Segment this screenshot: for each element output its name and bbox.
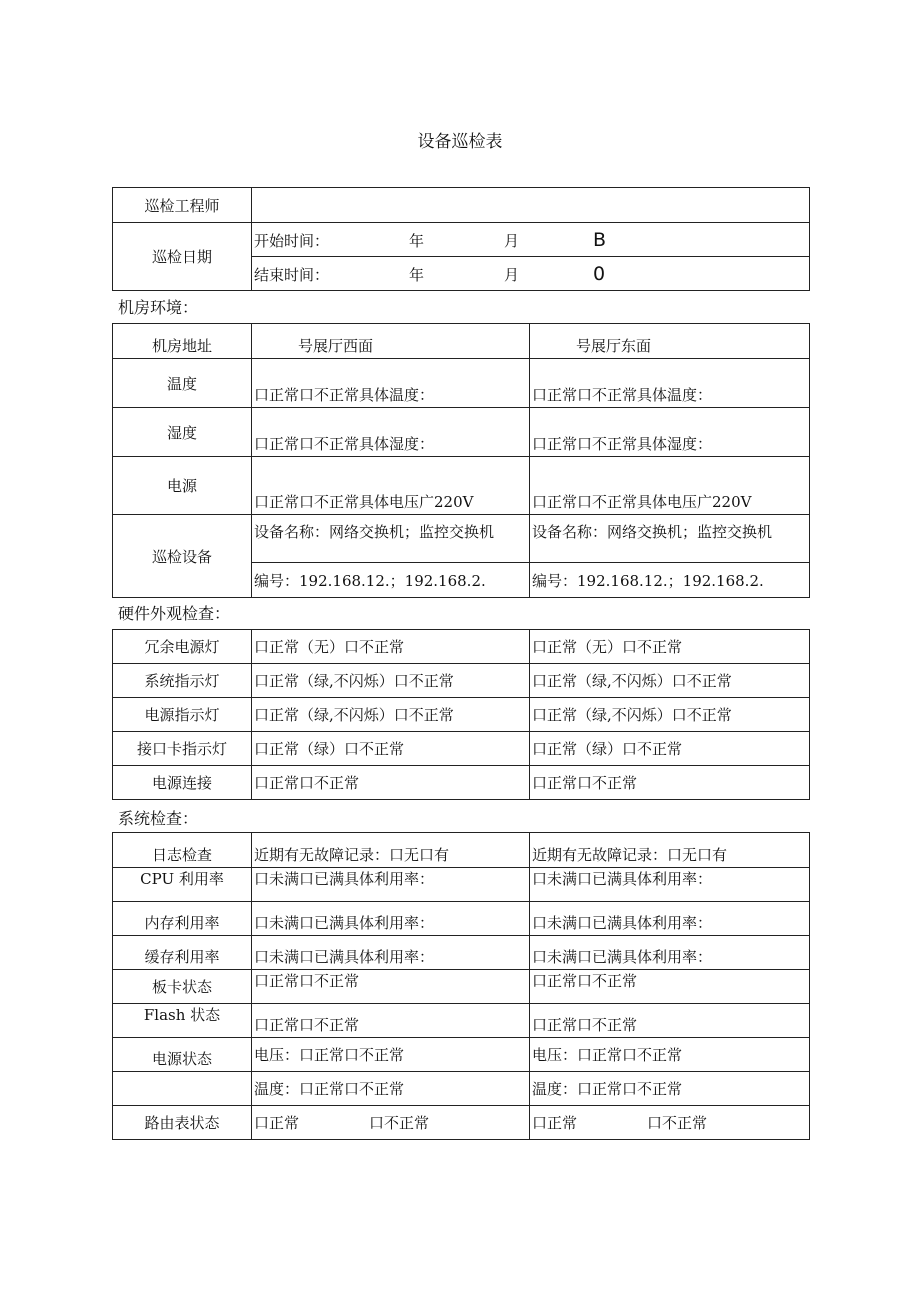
flash-right[interactable]: 口正常口不正常 bbox=[530, 1004, 810, 1038]
address-west: 号展厅西面 bbox=[252, 324, 530, 359]
end-time-row[interactable] bbox=[252, 257, 810, 291]
route-normal[interactable]: 口正常 bbox=[532, 1114, 578, 1132]
hw-left[interactable]: 口正常（无）口不正常 bbox=[252, 630, 530, 664]
system-heading: 系统检查： bbox=[118, 809, 199, 828]
card-right[interactable]: 口正常口不正常 bbox=[530, 970, 810, 1004]
start-mark: B bbox=[593, 228, 607, 251]
start-month: 月 bbox=[504, 231, 520, 250]
cpu-right[interactable]: 口未满口已满具体利用率： bbox=[530, 868, 810, 902]
hw-left[interactable]: 口正常（绿,不闪烁）口不正常 bbox=[252, 664, 530, 698]
start-year: 年 bbox=[409, 231, 425, 250]
hw-right[interactable]: 口正常（绿,不闪烁）口不正常 bbox=[530, 664, 810, 698]
hardware-heading: 硬件外观检查： bbox=[118, 604, 231, 623]
log-label: 日志检查 bbox=[113, 833, 252, 868]
route-abnormal[interactable]: 口不正常 bbox=[369, 1114, 430, 1132]
table-row bbox=[113, 766, 810, 800]
cache-label: 缓存利用率 bbox=[113, 936, 252, 970]
start-time-row[interactable] bbox=[252, 223, 810, 257]
device-name-west: 设备名称：网络交换机；监控交换机 bbox=[252, 515, 530, 563]
end-year: 年 bbox=[409, 265, 425, 284]
card-label: 板卡状态 bbox=[113, 970, 252, 1004]
end-time-label: 结束时间： bbox=[254, 265, 330, 284]
engineer-label: 巡检工程师 bbox=[113, 188, 252, 223]
start-time-label: 开始时间： bbox=[254, 231, 330, 250]
flash-label: Flash 状态 bbox=[113, 1004, 252, 1038]
end-month: 月 bbox=[504, 265, 520, 284]
humidity-west[interactable]: 口正常口不正常具体湿度： bbox=[252, 408, 530, 457]
psu-temp-right[interactable]: 温度：口正常口不正常 bbox=[530, 1072, 810, 1106]
device-ip-east: 编号：192.168.12.；192.168.2. bbox=[530, 563, 810, 598]
header-table bbox=[112, 187, 810, 291]
cpu-label: CPU 利用率 bbox=[113, 868, 252, 902]
engineer-field[interactable] bbox=[252, 188, 810, 223]
memory-left[interactable]: 口未满口已满具体利用率： bbox=[252, 902, 530, 936]
route-normal[interactable]: 口正常 bbox=[254, 1114, 300, 1132]
flash-left[interactable]: 口正常口不正常 bbox=[252, 1004, 530, 1038]
voltage-right[interactable]: 电压：口正常口不正常 bbox=[530, 1038, 810, 1072]
env-table bbox=[112, 323, 810, 598]
hw-left[interactable]: 口正常（绿,不闪烁）口不正常 bbox=[252, 698, 530, 732]
humidity-label: 湿度 bbox=[113, 408, 252, 457]
log-right[interactable]: 近期有无故障记录：口无口有 bbox=[530, 833, 810, 868]
power-west[interactable]: 口正常口不正常具体电压广220V bbox=[252, 457, 530, 515]
memory-right[interactable]: 口未满口已满具体利用率： bbox=[530, 902, 810, 936]
temp-west[interactable]: 口正常口不正常具体温度： bbox=[252, 359, 530, 408]
memory-label: 内存利用率 bbox=[113, 902, 252, 936]
temp-label: 温度 bbox=[113, 359, 252, 408]
hw-right[interactable]: 口正常（绿,不闪烁）口不正常 bbox=[530, 698, 810, 732]
hw-label: 接口卡指示灯 bbox=[113, 732, 252, 766]
address-east: 号展厅东面 bbox=[530, 324, 810, 359]
system-table bbox=[112, 832, 810, 1140]
env-heading: 机房环境： bbox=[118, 298, 199, 317]
hw-label: 电源连接 bbox=[113, 766, 252, 800]
hw-label: 系统指示灯 bbox=[113, 664, 252, 698]
psu-temp-left[interactable]: 温度：口正常口不正常 bbox=[252, 1072, 530, 1106]
table-row bbox=[113, 630, 810, 664]
cache-right[interactable]: 口未满口已满具体利用率： bbox=[530, 936, 810, 970]
table-row bbox=[113, 732, 810, 766]
log-left[interactable]: 近期有无故障记录：口无口有 bbox=[252, 833, 530, 868]
cache-left[interactable]: 口未满口已满具体利用率： bbox=[252, 936, 530, 970]
table-row bbox=[113, 664, 810, 698]
hw-left[interactable]: 口正常（绿）口不正常 bbox=[252, 732, 530, 766]
hw-right[interactable]: 口正常口不正常 bbox=[530, 766, 810, 800]
route-abnormal[interactable]: 口不正常 bbox=[647, 1114, 708, 1132]
date-label: 巡检日期 bbox=[113, 223, 252, 291]
device-ip-west: 编号：192.168.12.；192.168.2. bbox=[252, 563, 530, 598]
cpu-left[interactable]: 口未满口已满具体利用率： bbox=[252, 868, 530, 902]
hardware-table bbox=[112, 629, 810, 800]
temp-east[interactable]: 口正常口不正常具体温度： bbox=[530, 359, 810, 408]
card-left[interactable]: 口正常口不正常 bbox=[252, 970, 530, 1004]
hw-left[interactable]: 口正常口不正常 bbox=[252, 766, 530, 800]
page-title: 设备巡检表 bbox=[417, 132, 503, 152]
table-row bbox=[113, 698, 810, 732]
psu-temp-label-cell bbox=[113, 1072, 252, 1106]
hw-right[interactable]: 口正常（绿）口不正常 bbox=[530, 732, 810, 766]
humidity-east[interactable]: 口正常口不正常具体湿度： bbox=[530, 408, 810, 457]
power-east[interactable]: 口正常口不正常具体电压广220V bbox=[530, 457, 810, 515]
hw-label: 电源指示灯 bbox=[113, 698, 252, 732]
voltage-left[interactable]: 电压：口正常口不正常 bbox=[252, 1038, 530, 1072]
hw-label: 冗余电源灯 bbox=[113, 630, 252, 664]
psu-label: 电源状态 bbox=[113, 1038, 252, 1072]
route-label: 路由表状态 bbox=[113, 1106, 252, 1140]
power-label: 电源 bbox=[113, 457, 252, 515]
route-right[interactable] bbox=[530, 1106, 810, 1140]
device-name-east: 设备名称：网络交换机；监控交换机 bbox=[530, 515, 810, 563]
hw-right[interactable]: 口正常（无）口不正常 bbox=[530, 630, 810, 664]
address-label: 机房地址 bbox=[113, 324, 252, 359]
device-label: 巡检设备 bbox=[113, 515, 252, 598]
end-mark: 0 bbox=[593, 262, 606, 285]
route-left[interactable] bbox=[252, 1106, 530, 1140]
